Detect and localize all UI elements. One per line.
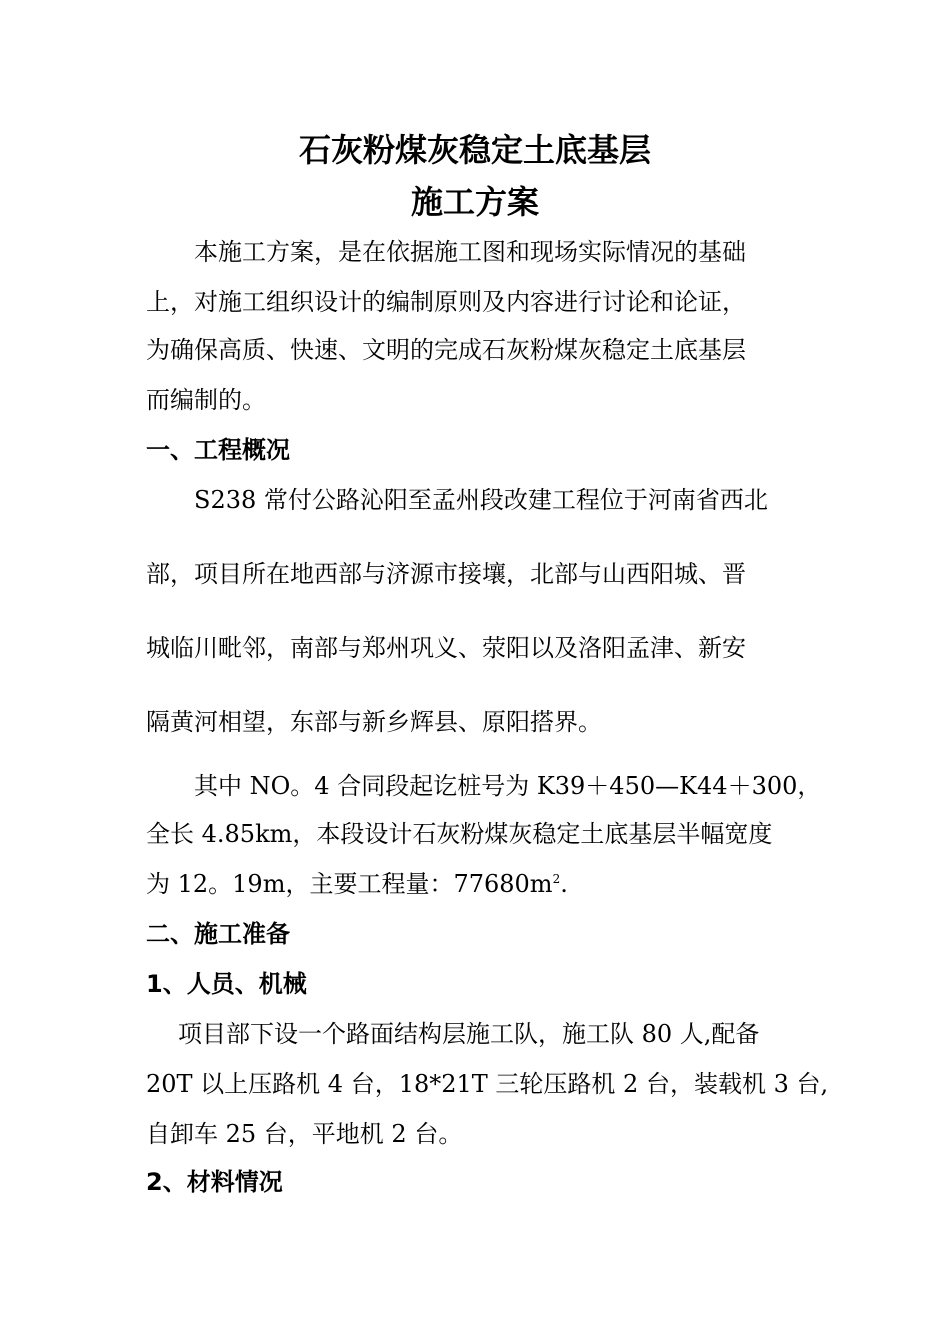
intro-line-1: 本施工方案，是在依据施工图和现场实际情况的基础 [194, 238, 746, 266]
contract-line-2: 全长 4.85km，本段设计石灰粉煤灰稳定土底基层半幅宽度 [146, 820, 773, 848]
section-heading-preparation: 二、施工准备 [146, 920, 290, 948]
personnel-line-3: 自卸车 25 台，平地机 2 台。 [146, 1120, 463, 1148]
unit-superscript: 2 [552, 872, 561, 886]
document-title-line-1: 石灰粉煤灰稳定土底基层 [298, 131, 651, 169]
section-heading-overview: 一、工程概况 [146, 436, 290, 464]
quantity-text: 为 12。19m，主要工程量：77680m [146, 870, 553, 898]
contract-line-1: 其中 NO。4 合同段起讫桩号为 K39＋450—K44＋300， [194, 772, 822, 800]
intro-line-3: 为确保高质、快速、文明的完成石灰粉煤灰稳定土底基层 [146, 336, 746, 364]
contract-line-3 [146, 868, 568, 900]
end-mark: . [560, 870, 568, 898]
intro-line-2: 上，对施工组织设计的编制原则及内容进行讨论和论证， [146, 288, 746, 316]
intro-line-4: 而编制的。 [146, 386, 266, 414]
overview-line-1: S238 常付公路沁阳至孟州段改建工程位于河南省西北 [194, 486, 768, 514]
document-title-line-2: 施工方案 [410, 183, 539, 221]
subsection-heading-personnel-machinery: 1、人员、机械 [146, 970, 307, 998]
overview-line-4: 隔黄河相望，东部与新乡辉县、原阳搭界。 [146, 708, 602, 736]
personnel-line-2: 20T 以上压路机 4 台，18*21T 三轮压路机 2 台，装载机 3 台, [146, 1070, 829, 1098]
overview-line-3: 城临川毗邻，南部与郑州巩义、荥阳以及洛阳孟津、新安 [146, 634, 746, 662]
subsection-heading-materials: 2、材料情况 [146, 1168, 283, 1196]
overview-line-2: 部，项目所在地西部与济源市接壤，北部与山西阳城、晋 [146, 560, 746, 588]
personnel-line-1: 项目部下设一个路面结构层施工队，施工队 80 人,配备 [178, 1020, 760, 1048]
